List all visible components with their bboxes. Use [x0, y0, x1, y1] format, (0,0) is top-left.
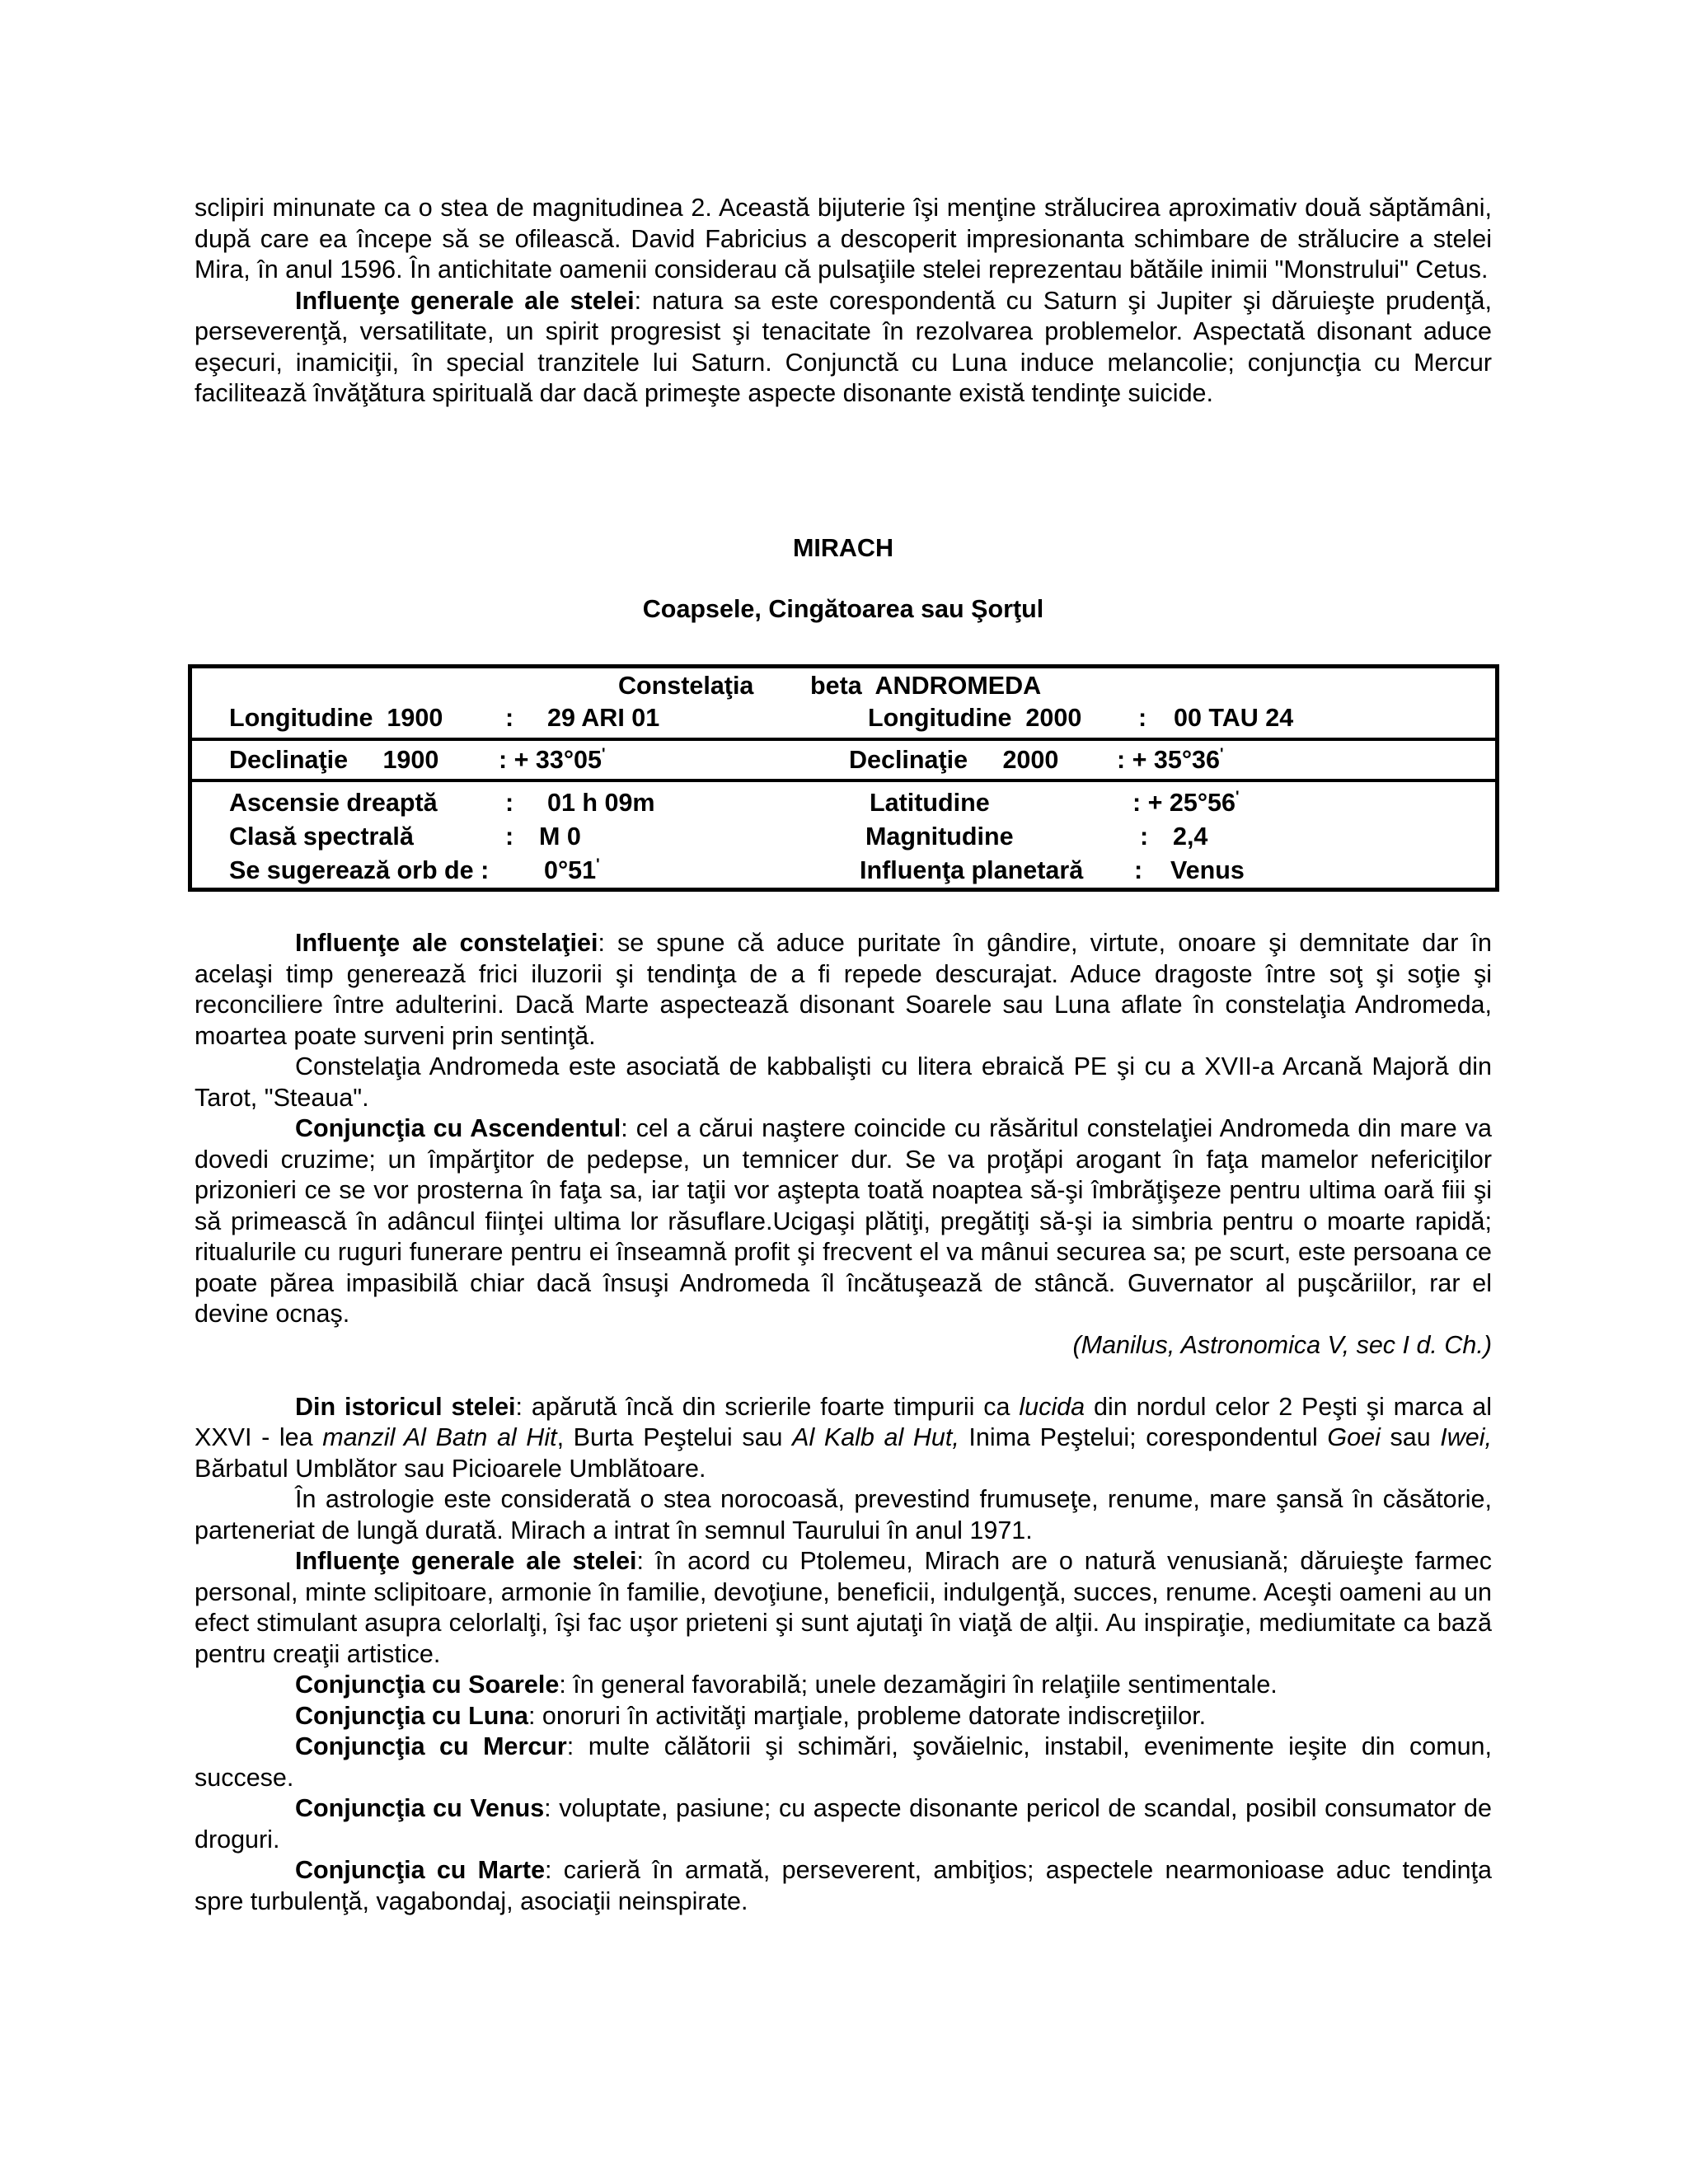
paragraph-conjunction-moon: Conjuncţia cu Luna: onoruri în activităţi marţiale, probleme datorate indiscreţiilor.: [295, 1701, 1207, 1730]
latitude-label: Latitudine: [870, 789, 990, 817]
citation: (Manilus, Astronomica V, sec I d. Ch.): [1072, 1330, 1492, 1359]
paragraph-conjunction-sun: Conjuncţia cu Soarele: în general favorabilă; unele dezamăgiri în relaţiile sentimentale.: [295, 1671, 1278, 1699]
main-body: [195, 928, 1492, 1917]
ascension-value: 01 h 09m: [547, 789, 655, 817]
paragraph-general-influences: Influenţe generale ale stelei: în acord cu Ptolemeu, Mirach are o natură venusiană; dăruieşte farmec personal, minte sclipitoare, armonie în familie, devoţiune, beneficii, indulgenţă, succes, renume. Aceşti oameni au un efect stimulant asupra celorlalţi, îşi fac uşor prieteni şi sunt ajutaţi în viaţă de alţii. Au inspiraţie, mediumitate ca bază pentru creaţii artistice.: [195, 1547, 1492, 1668]
paragraph-kabbalah: Constelaţia Andromeda este asociată de kabbalişti cu litera ebraică PE şi cu a XVII-a Arcană Majoră din Tarot, "Steaua".: [195, 1052, 1492, 1112]
longitude-1900-value: 29 ARI 01: [547, 704, 660, 732]
table-divider-2: [192, 779, 1495, 782]
table-divider-1: [192, 738, 1495, 741]
spectral-class-colon: :: [505, 823, 514, 851]
spectral-class-label: Clasă spectrală: [229, 823, 414, 851]
paragraph-constellation-influences: Influenţe ale constelaţiei: se spune că aduce puritate în gândire, virtute, onoare şi demnitate dar în acelaşi timp generează frici iluzorii şi tendinţa de a fi repede descurajat. Aduce dragoste între soţ şi soţie şi reconciliere între adulterini. Dacă Marte aspectează disonant Soarele sau Luna aflate în constelaţia Andromeda, moartea poate surveni prin sentinţă.: [195, 929, 1492, 1050]
paragraph-ascendant: Conjuncţia cu Ascendentul: cel a cărui naştere coincide cu răsăritul constelaţiei Andromeda din mare va dovedi cruzime; un împărţitor de pedepse, un temnicer dur. Se va proţăpi arogant în faţa mamelor nefericiţilor prizonieri ce se vor prosterna în faţa sa, iar taţii vor aştepta toată noaptea să-şi îmbrăţişeze pentru ultima oară fiii şi să primească în adâncul fiinţei ultima lor răsuflare.Ucigaşi plătiţi, pregătiţi să-şi ia simbria pentru o moarte rapidă; ritualurile cu ruguri funerare pentru ei înseamnă profit şi frecvent el va mânui securea sa; pe scurt, este persoana ce poate părea impasibilă chiar dacă însuşi Andromeda îl încătuşează de stâncă. Guvernator al puşcăriilor, rar el devine ocnaş.: [195, 1114, 1492, 1328]
constellation-value: beta ANDROMEDA: [810, 672, 1042, 700]
orb-value: 0°51': [544, 856, 600, 884]
orb-label: Se sugerează orb de :: [229, 856, 490, 884]
planetary-influence-label: Influenţa planetară: [860, 856, 1084, 884]
planetary-influence-colon: :: [1134, 856, 1143, 884]
intro-section: [195, 193, 1492, 410]
star-subtitle: Coapsele, Cingătoarea sau Şorţul: [642, 595, 1044, 623]
longitude-2000-value: 00 TAU 24: [1174, 704, 1294, 732]
paragraph-astrology: În astrologie este considerată o stea norocoasă, prevestind frumuseţe, renume, mare şansă în căsătorie, parteneriat de lungă durată. Mirach a intrat în semnul Taurului în anul 1971.: [195, 1485, 1492, 1544]
planetary-influence-value: Venus: [1170, 856, 1245, 884]
constellation-label: Constelaţia: [618, 672, 754, 700]
label-general-influences: Influenţe generale ale stelei: [295, 286, 635, 315]
longitude-1900-colon: :: [505, 704, 514, 732]
longitude-2000-colon: :: [1138, 704, 1147, 732]
longitude-1900-label: Longitudine 1900: [229, 704, 443, 732]
paragraph-conjunction-mercury: Conjuncţia cu Mercur: multe călătorii şi schimări, şovăielnic, instabil, evenimente ieşite din comun, succese.: [195, 1732, 1492, 1792]
magnitude-value: 2,4: [1173, 823, 1208, 851]
star-title: MIRACH: [793, 534, 893, 562]
longitude-2000-label: Longitudine 2000: [868, 704, 1082, 732]
latitude-value: : + 25°56': [1132, 789, 1240, 817]
magnitude-label: Magnitudine: [865, 823, 1014, 851]
paragraph-mira-influences: Influenţe generale ale stelei: natura sa este corespondentă cu Saturn şi Jupiter şi dăruieşte prudenţă, perseverenţă, versatilitate, un spirit progresist şi tenacitate în rezolvarea problemelor. Aspectată disonant aduce eşecuri, inamiciţii, în special tranzitele lui Saturn. Conjunctă cu Luna induce melancolie; conjuncţia cu Mercur facilitează învăţătura spirituală dar dacă primeşte aspecte disonante există tendinţe suicide.: [195, 286, 1492, 407]
star-data-table: [188, 664, 1499, 892]
spectral-class-value: M 0: [539, 823, 581, 851]
ascension-label: Ascensie dreaptă: [229, 789, 438, 817]
declination-2000-value: : + 35°36': [1117, 746, 1224, 774]
paragraph-mira-fabricius: sclipiri minunate ca o stea de magnitudinea 2. Această bijuterie îşi menţine strălucirea aproximativ două săptămâni, după care ea începe să se ofilească. David Fabricius a descoperit impresionanta schimbare de strălucire a stelei Mira, în anul 1596. În antichitate oamenii considerau că pulsaţiile stelei reprezentau bătăile inimii "Monstrului" Cetus.: [195, 194, 1492, 284]
magnitude-colon: :: [1140, 823, 1149, 851]
declination-2000-label: Declinaţie 2000: [849, 746, 1059, 774]
ascension-colon: :: [505, 789, 514, 817]
spacer: [195, 1361, 1492, 1392]
declination-1900-label: Declinaţie 1900: [229, 746, 439, 774]
paragraph-conjunction-mars: Conjuncţia cu Marte: carieră în armată, perseverent, ambiţios; aspectele nearmonioase aduc tendinţa spre turbulenţă, vagabondaj, asociaţii neinspirate.: [195, 1856, 1492, 1915]
declination-1900-value: : + 33°05': [499, 746, 606, 774]
paragraph-conjunction-venus: Conjuncţia cu Venus: voluptate, pasiune; cu aspecte disonante pericol de scandal, posibil consumator de droguri.: [195, 1794, 1492, 1854]
paragraph-history: Din istoricul stelei: apărută încă din scrierile foarte timpurii ca lucida din nordul celor 2 Peşti şi marca al XXVI - lea manzil Al Batn al Hit, Burta Peştelui sau Al Kalb al Hut, Inima Peştelui; corespondentul Goei sau Iwei, Bărbatul Umblător sau Picioarele Umblătoare.: [195, 1392, 1493, 1483]
